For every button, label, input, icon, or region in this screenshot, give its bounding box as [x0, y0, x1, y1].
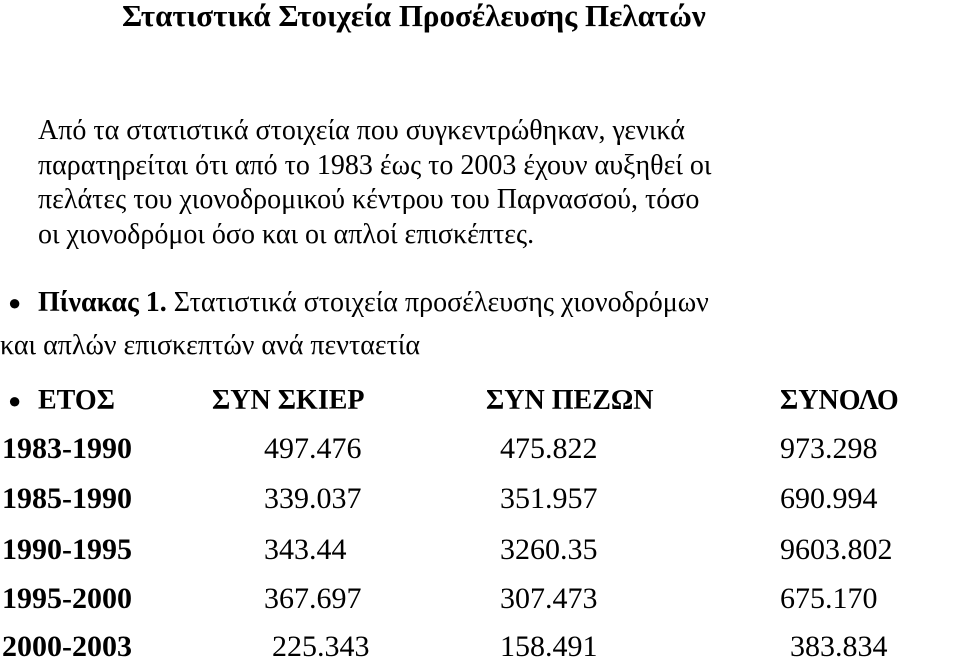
cell-year: 1985-1990: [2, 482, 132, 515]
cell-walkers: 307.473: [500, 582, 598, 615]
header-skiers: ΣΥΝ ΣΚΙΕΡ: [212, 385, 365, 416]
cell-total: 9603.802: [780, 533, 893, 566]
intro-line: Από τα στατιστικά στοιχεία που συγκεντρώθηκαν, γενικά: [38, 115, 685, 146]
intro-line: πελάτες του χιονοδρομικού κέντρου του Παρνασσού, τόσο: [38, 184, 700, 215]
cell-skiers: 497.476: [264, 432, 362, 465]
header-total: ΣΥΝΟΛΟ: [780, 385, 899, 416]
intro-paragraph: [38, 114, 938, 252]
cell-walkers: 158.491: [500, 630, 598, 663]
cell-walkers: 475.822: [500, 432, 598, 465]
cell-walkers: 3260.35: [500, 533, 598, 566]
cell-total: 690.994: [780, 482, 878, 515]
page-title: Στατιστικά Στοιχεία Προσέλευσης Πελατών: [122, 0, 706, 33]
header-year: ΕΤΟΣ: [38, 385, 115, 416]
cell-year: 1983-1990: [2, 432, 132, 465]
caption-line-1: [38, 286, 709, 320]
caption-line-2: και απλών επισκεπτών ανά πενταετία: [0, 330, 421, 361]
intro-line: οι χιονοδρόμοι όσο και οι απλοί επισκέπτες.: [38, 218, 535, 250]
intro-line: παρατηρείται ότι από το 1983 έως το 2003 έχουν αυξηθεί οι: [38, 149, 712, 181]
header-walkers: ΣΥΝ ΠΕΖΩΝ: [486, 385, 654, 416]
cell-year: 1995-2000: [2, 582, 132, 615]
cell-year: 1990-1995: [2, 533, 132, 566]
cell-total: 973.298: [780, 432, 878, 465]
bullet-icon: ●: [8, 290, 22, 315]
caption-label: Πίνακας 1.: [38, 287, 167, 318]
cell-total: 675.170: [780, 582, 878, 615]
cell-skiers: 367.697: [264, 582, 362, 615]
cell-skiers: 339.037: [264, 482, 362, 515]
cell-walkers: 351.957: [500, 482, 598, 515]
bullet-icon: ●: [8, 388, 22, 413]
cell-total: 383.834: [790, 630, 888, 663]
cell-year: 2000-2003: [2, 630, 132, 663]
caption-text: Στατιστικά στοιχεία προσέλευσης χιονοδρόμων: [166, 287, 709, 318]
cell-skiers: 225.343: [272, 630, 370, 663]
cell-skiers: 343.44: [264, 533, 347, 566]
